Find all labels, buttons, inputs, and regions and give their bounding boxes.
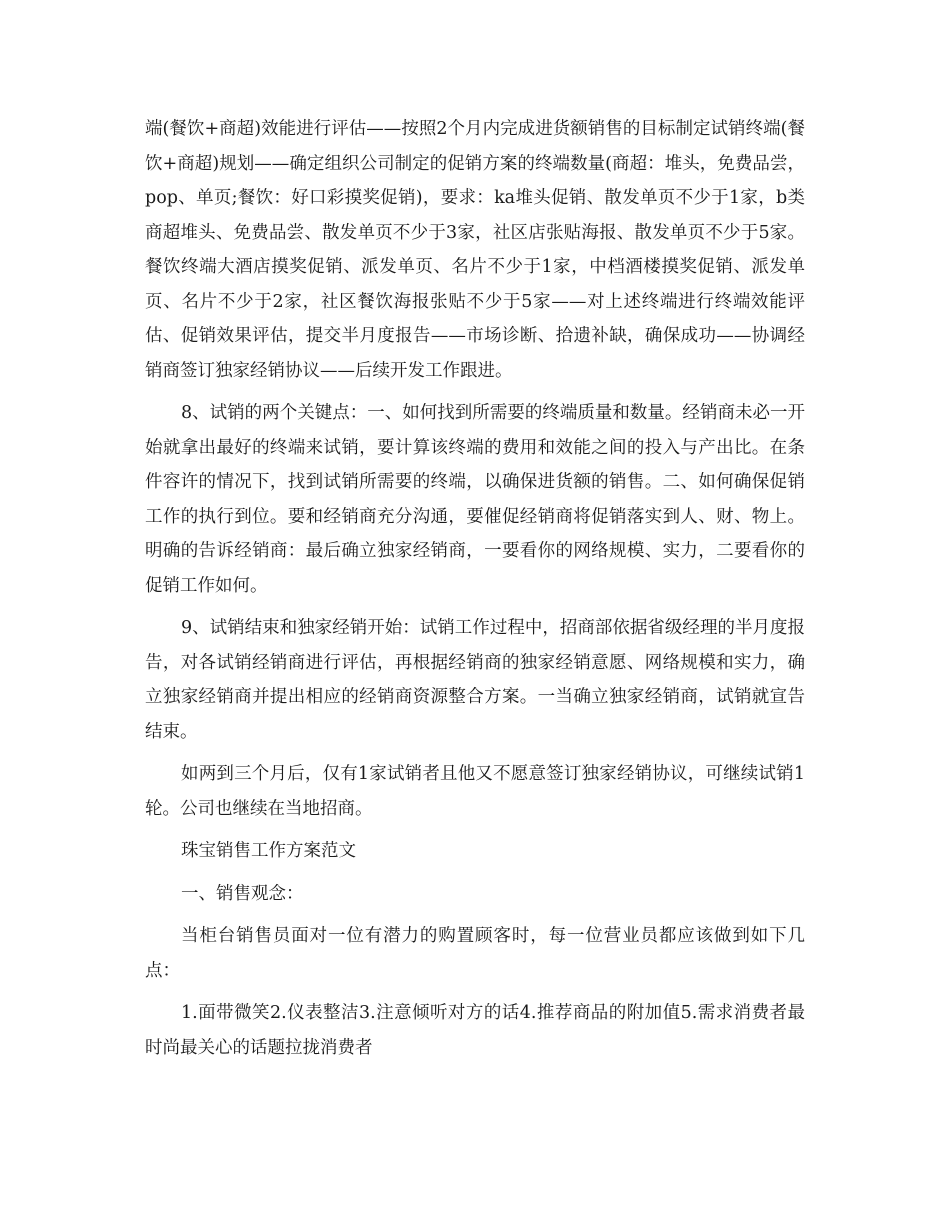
section-title-jewelry: 珠宝销售工作方案范文 [181,841,356,861]
paragraph-extension: 如两到三个月后，仅有1家试销者且他又不愿意签订独家经销协议，可继续试销1轮。公司也继续在当地招商。 [145,764,805,819]
paragraph-evaluation-plan: 端(餐饮+商超)效能进行评估——按照2个月内完成进货额销售的目标制定试销终端(餐饮+商超)规划——确定组织公司制定的促销方案的终端数量(商超：堆头，免费品尝，pop、单页;餐饮：好口彩摸奖促销)，要求：ka堆头促销、散发单页不少于1家，b类商超堆头、免费品尝、散发单页不少于3家，社区店张贴海报、散发单页不少于5家。餐饮终端大酒店摸奖促销、派发单页、名片不少于1家，中档酒楼摸奖促销、派发单页、名片不少于2家，社区餐饮海报张贴不少于5家——对上述终端进行终端效能评估、促销效果评估，提交半月度报告——市场诊断、拾遗补缺，确保成功——协调经销商签订独家经销协议——后续开发工作跟进。 [145,119,805,381]
paragraph-sales-points: 1.面带微笑2.仪表整洁3.注意倾听对方的话4.推荐商品的附加值5.需求消费者最时尚最关心的话题拉拢消费者 [145,1003,805,1058]
paragraph-trial-key-points: 8、试销的两个关键点：一、如何找到所需要的终端质量和数量。经销商未必一开始就拿出最好的终端来试销，要计算该终端的费用和效能之间的投入与产出比。在条件容许的情况下，找到试销所需要的终端，以确保进货额的销售。二、如何确保促销工作的执行到位。要和经销商充分沟通，要催促经销商将促销落实到人、财、物上。明确的告诉经销商：最后确立独家经销商，一要看你的网络规模、实力，二要看你的促销工作如何。 [145,403,805,596]
paragraph-trial-end: 9、试销结束和独家经销开始：试销工作过程中，招商部依据省级经理的半月度报告，对各试销经销商进行评估，再根据经销商的独家经销意愿、网络规模和实力，确立独家经销商并提出相应的经销商资源整合方案。一当确立独家经销商，试销就宣告结束。 [145,618,805,742]
document-page [145,112,805,1073]
paragraph-counter-sales: 当柜台销售员面对一位有潜力的购置顾客时，每一位营业员都应该做到如下几点： [145,926,805,981]
heading-sales-concept: 一、销售观念： [181,883,304,904]
